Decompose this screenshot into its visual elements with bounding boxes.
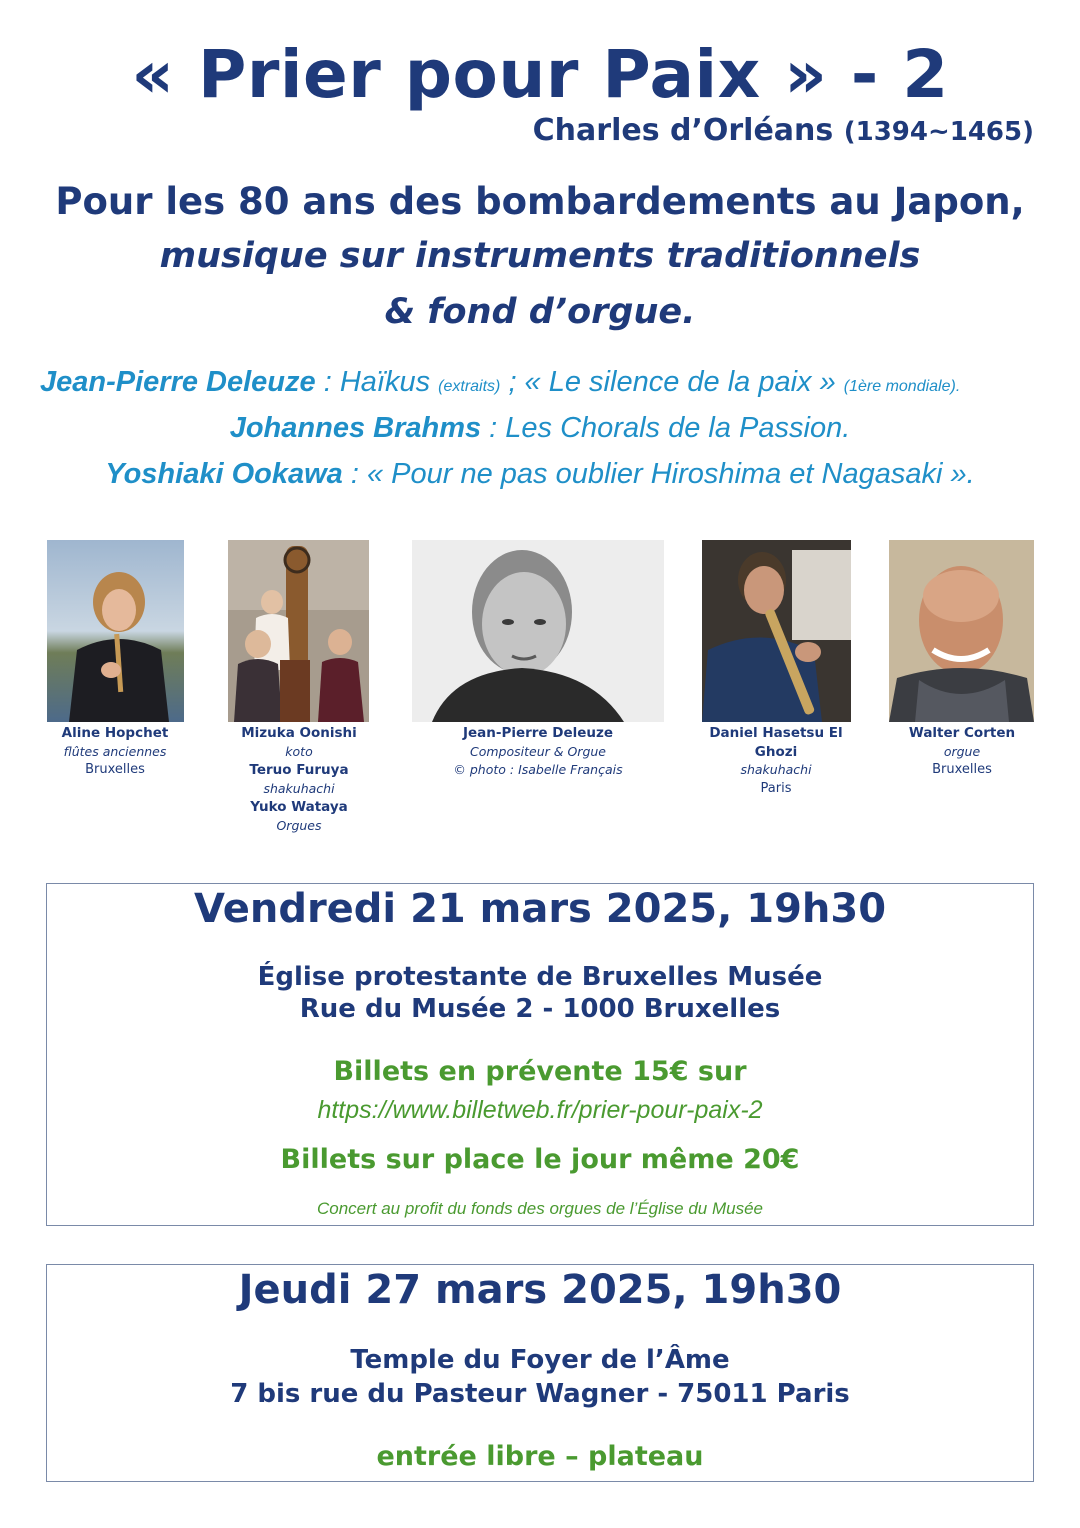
poster-subtitle [533, 113, 1034, 148]
program-line-2 [0, 412, 1080, 445]
performer-role: Orgues [276, 817, 322, 833]
work-note: (1ère mondiale). [843, 378, 961, 395]
performer-role: shakuhachi [740, 762, 812, 777]
caption-daniel-hasetsu-el-ghozi [692, 724, 860, 798]
performer-city: Bruxelles [932, 762, 992, 777]
performer-city: Bruxelles [85, 762, 145, 777]
concert-date: Jeudi 27 mars 2025, 19h30 [238, 1267, 842, 1313]
performer-name: Jean-Pierre Deleuze [462, 725, 614, 741]
separator: : [481, 412, 506, 444]
program-line-3 [0, 458, 1080, 491]
entry-info: entrée libre – plateau [376, 1441, 704, 1472]
benefit-note: Concert au profit du fonds des orgues de l’Église du Musée [316, 1199, 764, 1218]
photo-walter-corten [889, 540, 1034, 722]
work-title: Les Chorals de la Passion. [505, 412, 851, 444]
performer-name: Teruo Furuya [249, 762, 349, 778]
performer-name: Ghozi [754, 743, 798, 760]
onsite-price: Billets sur place le jour même 20€ [280, 1144, 800, 1175]
performer-role: shakuhachi [263, 780, 335, 796]
ticket-link[interactable]: https://www.billetweb.fr/prier-pour-paix-2 [317, 1096, 763, 1124]
work-title: ; « Le silence de la paix » [500, 366, 844, 398]
caption-koto-ensemble [214, 724, 384, 835]
presale-text: Billets en prévente 15€ sur [333, 1056, 747, 1087]
composer-name: Yoshiaki Ookawa [105, 458, 343, 490]
venue-name: Église protestante de Bruxelles Musée [257, 962, 823, 992]
photo-credit: © photo : Isabelle Français [453, 762, 623, 777]
venue-address: 7 bis rue du Pasteur Wagner - 75011 Paris [230, 1379, 850, 1409]
work-title: Haïkus [339, 366, 439, 398]
photo-aline-hopchet [47, 540, 184, 722]
performer-role: koto [285, 743, 313, 759]
work-title: « Pour ne pas oublier Hiroshima et Nagasaki ». [366, 458, 975, 490]
separator: : [342, 458, 367, 490]
composer-name: Jean-Pierre Deleuze [40, 366, 316, 398]
performer-name: Walter Corten [908, 725, 1016, 741]
venue-address: Rue du Musée 2 - 1000 Bruxelles [299, 994, 781, 1024]
performer-name: Mizuka Oonishi [241, 725, 357, 741]
performer-role: flûtes anciennes [63, 743, 167, 759]
work-note: (extraits) [438, 378, 501, 395]
caption-aline-hopchet [32, 724, 198, 780]
composer-name: Johannes Brahms [229, 412, 482, 444]
caption-walter-corten [880, 724, 1044, 780]
performer-role: orgue [943, 743, 981, 759]
photo-koto-ensemble [228, 540, 369, 722]
separator: : [315, 366, 340, 398]
photo-daniel-hasetsu-el-ghozi [702, 540, 851, 722]
poster-title: « Prier pour Paix » - 2 [131, 36, 949, 113]
subtitle-years: (1394~1465) [843, 117, 1034, 147]
performer-city: Paris [760, 780, 792, 796]
program-line-1 [40, 366, 960, 399]
concert-date: Vendredi 21 mars 2025, 19h30 [193, 886, 887, 932]
concert-box-brussels [46, 883, 1034, 1226]
performer-name: Daniel Hasetsu El [709, 725, 843, 741]
performer-name: Aline Hopchet [61, 725, 169, 741]
tagline-3: & fond d’orgue. [384, 292, 696, 332]
photo-jean-pierre-deleuze [412, 540, 664, 722]
performer-name: Yuko Wataya [250, 799, 348, 815]
tagline-2: musique sur instruments traditionnels [159, 236, 921, 276]
tagline-1: Pour les 80 ans des bombardements au Japon, [55, 180, 1025, 223]
subtitle-name: Charles d’Orléans [532, 113, 834, 148]
caption-jean-pierre-deleuze [428, 724, 648, 780]
venue-name: Temple du Foyer de l’Âme [350, 1345, 730, 1375]
concert-box-paris [46, 1264, 1034, 1482]
performer-role: Compositeur & Orgue [470, 743, 606, 759]
